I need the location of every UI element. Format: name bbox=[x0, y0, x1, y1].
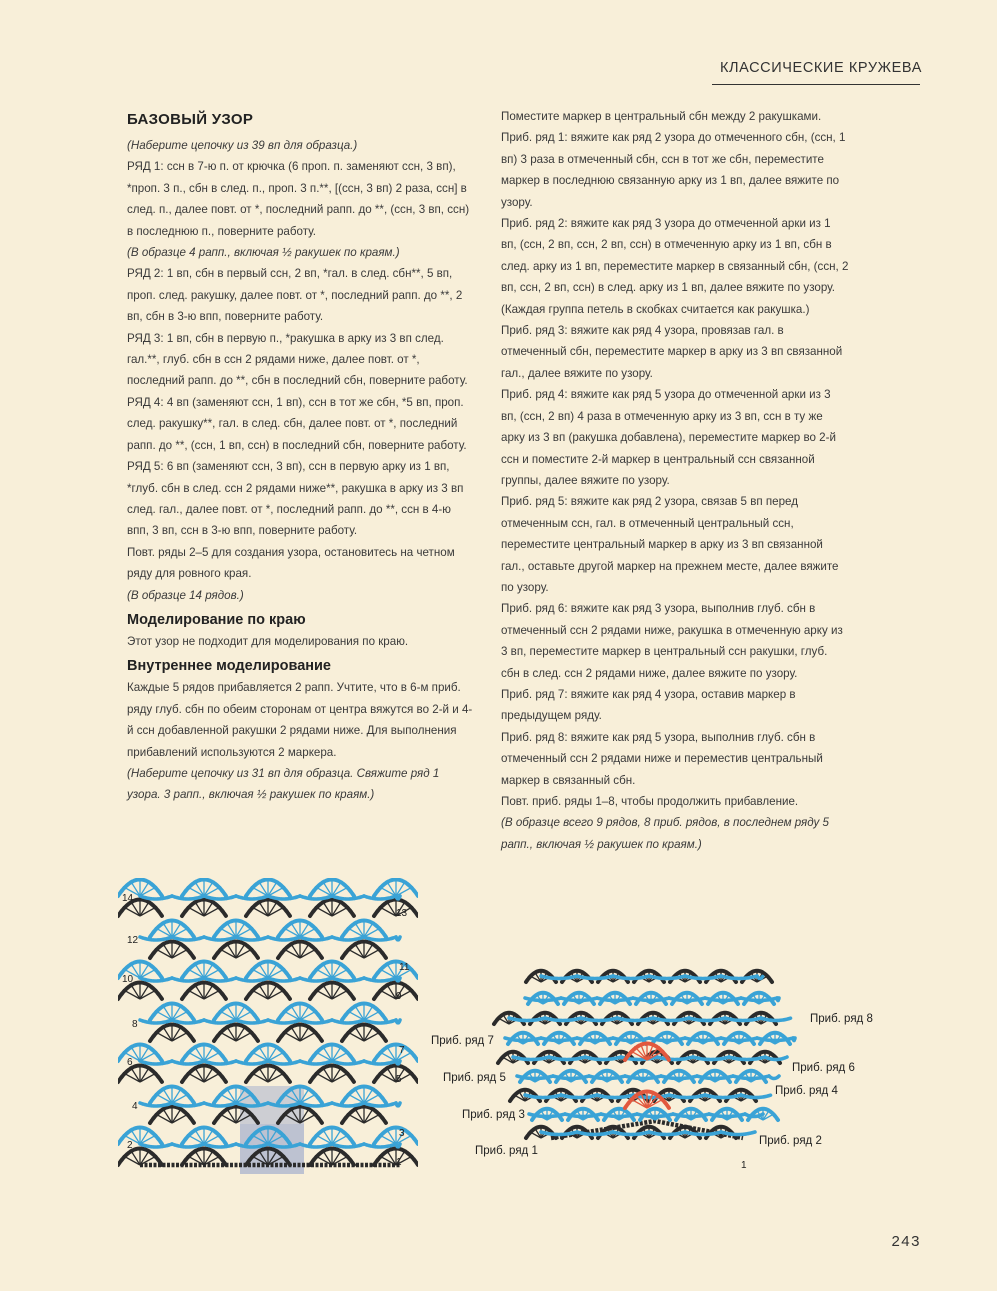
chain-arc bbox=[396, 1144, 400, 1147]
chain-arc bbox=[172, 1144, 204, 1147]
chain-arc bbox=[172, 1061, 204, 1064]
chain-arc bbox=[597, 1095, 633, 1098]
chain-arc bbox=[577, 976, 613, 979]
chain-arc bbox=[541, 1132, 577, 1135]
repeat-text: Повт. ряды 2–5 для создания узора, остановитесь на четном ряду для ровного края. bbox=[127, 545, 455, 581]
chain-arc bbox=[396, 1061, 400, 1064]
row-label-6: 6 bbox=[127, 1057, 133, 1068]
chain-arc bbox=[172, 896, 204, 899]
chain-arc bbox=[549, 1057, 585, 1060]
pattern-title: БАЗОВЫЙ УЗОР bbox=[127, 111, 254, 128]
row-label-10: 10 bbox=[122, 974, 134, 985]
row-label-9: 9 bbox=[396, 991, 402, 1002]
chain-arc bbox=[561, 1095, 597, 1098]
chain-arc bbox=[685, 976, 721, 979]
chain-arc bbox=[741, 1095, 771, 1098]
chain-arc bbox=[236, 1020, 268, 1023]
chain-arc bbox=[300, 937, 332, 940]
chain-arc bbox=[761, 1018, 791, 1021]
inc-row-1-text: Приб. ряд 1: вяжите как ряд 2 узора до отмеченного сбн, (ссн, 1 вп) 3 раза в отмеченный сбн, ссн в тот же сбн, переместите маркер в последнюю связанную арку из 1 вп, далее вяжите по узору. bbox=[501, 131, 846, 209]
chain-arc bbox=[172, 978, 204, 981]
row-label-2: 2 bbox=[127, 1140, 133, 1151]
chain-arc bbox=[364, 1103, 396, 1106]
chain-arc bbox=[725, 1018, 761, 1021]
row-label-3: 3 bbox=[399, 1128, 405, 1139]
chain-arc bbox=[172, 1103, 204, 1106]
chain-arc bbox=[140, 1020, 172, 1023]
chain-arc bbox=[140, 937, 172, 940]
chain-arc bbox=[236, 978, 268, 981]
chain-arc bbox=[577, 1132, 613, 1135]
inc-row-2-text: Приб. ряд 2: вяжите как ряд 3 узора до отмеченной арки из 1 вп, (ссн, 2 вп, ссн, 2 вп, ссн) в отмеченную арку из 1 вп, сбн в след. арку из 1 вп, переместите маркер в связанный сбн, (ссн, 2 вп, ссн, 2 вп, ссн) в след. арку из 1 вп, далее вяжите по узору. (Каждая группа петель в скобках считается как ракушка.) bbox=[501, 217, 849, 316]
chain-arc bbox=[172, 937, 204, 940]
row-label-5: 5 bbox=[396, 1074, 402, 1085]
inc-repeat-text: Повт. приб. ряды 1–8, чтобы продолжить прибавление. bbox=[501, 795, 799, 808]
chain-arc bbox=[172, 1020, 204, 1023]
chain-arc bbox=[396, 937, 400, 940]
chain-arc bbox=[332, 937, 364, 940]
chain-arc bbox=[332, 1061, 364, 1064]
chain-arc bbox=[689, 1018, 725, 1021]
intro-note: (Наберите цепочку из 39 вп для образца.) bbox=[127, 139, 358, 152]
chain-arc bbox=[721, 1132, 755, 1135]
inc-label-6: Приб. ряд 6 bbox=[792, 1062, 855, 1074]
chain-arc bbox=[204, 1061, 236, 1064]
chain-arc bbox=[657, 1057, 693, 1060]
inc-row-5-text: Приб. ряд 5: вяжите как ряд 2 узора, связав 5 вп перед отмеченным ссн, гал. в отмеченный центральный ссн, переместите центральный маркер в арку из 3 вп связанной гал., оставьте другой маркер на прежнем месте, далее вяжите по узору. bbox=[501, 495, 839, 594]
inc-label-3: Приб. ряд 3 bbox=[462, 1109, 525, 1121]
row-label-12: 12 bbox=[127, 935, 139, 946]
edge-shaping-heading: Моделирование по краю bbox=[127, 611, 306, 628]
chain-arc bbox=[396, 1103, 400, 1106]
chain-arc bbox=[545, 1018, 581, 1021]
row-label-14: 14 bbox=[122, 893, 134, 904]
chain-arc bbox=[140, 1103, 172, 1106]
chain-arc bbox=[236, 896, 268, 899]
chain-arc bbox=[653, 1018, 689, 1021]
inc-row-7-text: Приб. ряд 7: вяжите как ряд 4 узора, оставив маркер в предыдущем ряду. bbox=[501, 687, 796, 723]
stitch-chart-increase bbox=[425, 948, 895, 1180]
inner-shaping-text: Каждые 5 рядов прибавляется 2 рапп. Учтите, что в 6-м приб. ряду глуб. сбн по обеим сторонам от центра вяжутся во 2-й и 4-й ссн добавленной ракушки 2 рядами ниже. Для выполнения прибавлений используются 2 маркера. bbox=[127, 681, 473, 759]
chain-arc bbox=[300, 1103, 332, 1106]
row-3-text: РЯД 3: 1 вп, сбн в первую п., *ракушка в арку из 3 вп след. гал.**, глуб. сбн в ссн 2 рядами ниже, далее повт. от *, последний рапп. до **, сбн в последний сбн, поверните работу. bbox=[127, 331, 468, 388]
chain-arc bbox=[613, 1132, 649, 1135]
inner-shaping-heading: Внутреннее моделирование bbox=[127, 658, 331, 675]
chain-arc bbox=[585, 1057, 621, 1060]
chain-arc bbox=[364, 1061, 396, 1064]
chain-arc bbox=[332, 978, 364, 981]
chain-arc bbox=[332, 1103, 364, 1106]
chain-arc bbox=[268, 896, 300, 899]
chain-arc bbox=[236, 937, 268, 940]
page-number: 243 bbox=[891, 1233, 921, 1250]
chain-arc bbox=[793, 1038, 795, 1041]
left-column bbox=[127, 108, 473, 806]
start-row-label: 1 bbox=[741, 1160, 747, 1171]
chain-arc bbox=[525, 1095, 561, 1098]
chain-arc bbox=[705, 1095, 741, 1098]
chain-arc bbox=[513, 1057, 549, 1060]
chain-arc bbox=[204, 1103, 236, 1106]
chain-arc bbox=[541, 976, 577, 979]
row-1-note: (В образце 4 рапп., включая ½ ракушек по краям.) bbox=[127, 246, 400, 260]
chain-arc bbox=[364, 1020, 396, 1023]
chain-arc bbox=[396, 978, 400, 981]
row-1-text: РЯД 1: ссн в 7-ю п. от крючка (6 проп. п. заменяют ссн, 3 вп), *проп. 3 п., сбн в след. п., проп. 3 п.**, [(ссн, 3 вп) 2 раза, ссн] в след. п., далее повт. от *, последний рапп. до **, (ссн, 3 вп, ссн) в последнюю п., поверните работу. bbox=[127, 160, 470, 238]
chain-arc bbox=[140, 1061, 172, 1064]
stitch-chart-base bbox=[118, 878, 418, 1178]
row-label-13: 13 bbox=[396, 908, 408, 919]
row-label-8: 8 bbox=[132, 1019, 138, 1030]
row-label-4: 4 bbox=[132, 1101, 138, 1112]
row-label-7: 7 bbox=[399, 1045, 405, 1056]
chart-rows bbox=[494, 970, 795, 1138]
chain-arc bbox=[300, 1020, 332, 1023]
inc-row-3-text: Приб. ряд 3: вяжите как ряд 4 узора, провязав гал. в отмеченный сбн, переместите маркер в арку из 3 вп связанной гал., далее вяжите по узору. bbox=[501, 324, 843, 380]
chain-arc bbox=[268, 978, 300, 981]
inc-row-8-text: Приб. ряд 8: вяжите как ряд 5 узора, выполнив глуб. сбн в отмеченный ссн 2 рядами ниже и переместив центральный маркер в связанный сбн. bbox=[501, 730, 823, 787]
chain-arc bbox=[364, 978, 396, 981]
chain-arc bbox=[300, 1144, 332, 1147]
inc-row-4-text: Приб. ряд 4: вяжите как ряд 5 узора до отмеченной арки из 3 вп, (ссн, 2 вп) 4 раза в отмеченную арку из 3 вп, ссн в ту же арку из 3 вп (ракушка добавлена), переместите маркер во 2-й ссн и поместите 2-й маркер в центральный ссн связанной группы, далее вяжите по узору. bbox=[501, 388, 836, 487]
chain-arc bbox=[509, 1018, 545, 1021]
chain-arc bbox=[140, 1144, 172, 1147]
chain-arc bbox=[140, 978, 172, 981]
inc-label-1: Приб. ряд 1 bbox=[475, 1145, 538, 1157]
marker-text: Поместите маркер в центральный сбн между 2 ракушками. bbox=[501, 110, 822, 123]
row-2-text: РЯД 2: 1 вп, сбн в первый ссн, 2 вп, *гал. в след. сбн**, 5 вп, проп. след. ракушку, далее повт. от *, последний рапп. до **, 2 вп, сбн в 3-ю впп, поверните работу. bbox=[127, 267, 463, 324]
chain-arc bbox=[649, 1132, 685, 1135]
row-4-text: РЯД 4: 4 вп (заменяют ссн, 1 вп), ссн в тот же сбн, *5 вп, проп. след. ракушку**, гал. в след. сбн, далее повт. от *, последний рапп. до **, (ссн, 1 вп, ссн) в последний сбн, поверните работу. bbox=[127, 395, 467, 452]
row-5-text: РЯД 5: 6 вп (заменяют ссн, 3 вп), ссн в первую арку из 1 вп, *глуб. сбн в след. ссн 2 рядами ниже**, ракушка в арку из 3 вп след. гал., далее повт. от *, последний рапп. до **, ссн в 4-ю впп, 3 вп, ссн в 3-ю впп, поверните работу. bbox=[127, 460, 464, 538]
chain-arc bbox=[617, 1018, 653, 1021]
repeat-note: (В образце 14 рядов.) bbox=[127, 588, 244, 602]
chain-arc bbox=[693, 1057, 729, 1060]
chain-arc bbox=[613, 976, 649, 979]
inc-label-5: Приб. ряд 5 bbox=[443, 1072, 506, 1084]
inc-label-4: Приб. ряд 4 bbox=[775, 1085, 838, 1097]
row-label-11: 11 bbox=[399, 962, 410, 973]
chain-arc bbox=[204, 896, 236, 899]
chain-arc bbox=[769, 1076, 779, 1079]
chain-arc bbox=[268, 937, 300, 940]
right-column bbox=[501, 106, 849, 855]
chain-arc bbox=[300, 896, 332, 899]
inc-row-6-text: Приб. ряд 6: вяжите как ряд 3 узора, выполнив глуб. сбн в отмеченный ссн 2 рядами ниже, ракушка в отмеченную арку из 3 вп, переместите маркер в центральный ссн ракушки, глуб. сбн в след. ссн 2 рядами ниже, далее вяжите по узору. bbox=[501, 602, 843, 680]
chain-arc bbox=[669, 1095, 705, 1098]
chain-arc bbox=[236, 1061, 268, 1064]
chain-arc bbox=[204, 1020, 236, 1023]
chain-arc bbox=[300, 1061, 332, 1064]
chain-arc bbox=[721, 976, 757, 979]
inner-shaping-note: (Наберите цепочку из 31 вп для образца. Свяжите ряд 1 узора. 3 рапп., включая ½ ракушек по краям.) bbox=[127, 766, 440, 802]
chain-arc bbox=[332, 1144, 364, 1147]
chain-arc bbox=[364, 896, 396, 899]
chain-arc bbox=[729, 1057, 765, 1060]
edge-shaping-text: Этот узор не подходит для моделирования по краю. bbox=[127, 634, 409, 648]
inc-label-2: Приб. ряд 2 bbox=[759, 1135, 822, 1147]
chain-arc bbox=[777, 998, 779, 1001]
inc-label-7: Приб. ряд 7 bbox=[431, 1035, 494, 1047]
chain-arc bbox=[581, 1018, 617, 1021]
section-rule bbox=[712, 84, 920, 85]
section-label: КЛАССИЧЕСКИЕ КРУЖЕВА bbox=[720, 60, 922, 76]
chain-arc bbox=[300, 978, 332, 981]
chain-arc bbox=[140, 896, 172, 899]
inc-label-8: Приб. ряд 8 bbox=[810, 1013, 873, 1025]
chain-arc bbox=[204, 937, 236, 940]
inc-repeat-note: (В образце всего 9 рядов, 8 приб. рядов, в последнем ряду 5 рапп., включая ½ ракушек по краям.) bbox=[501, 816, 829, 851]
chain-arc bbox=[204, 1144, 236, 1147]
chain-arc bbox=[364, 937, 396, 940]
chain-arc bbox=[364, 1144, 396, 1147]
chain-arc bbox=[204, 978, 236, 981]
chain-arc bbox=[268, 1020, 300, 1023]
row-label-1: 1 bbox=[396, 1157, 402, 1168]
chain-arc bbox=[396, 896, 400, 899]
chain-arc bbox=[649, 976, 685, 979]
chain-arc bbox=[332, 1020, 364, 1023]
chain-arc bbox=[268, 1061, 300, 1064]
chain-arc bbox=[396, 1020, 400, 1023]
chain-arc bbox=[332, 896, 364, 899]
